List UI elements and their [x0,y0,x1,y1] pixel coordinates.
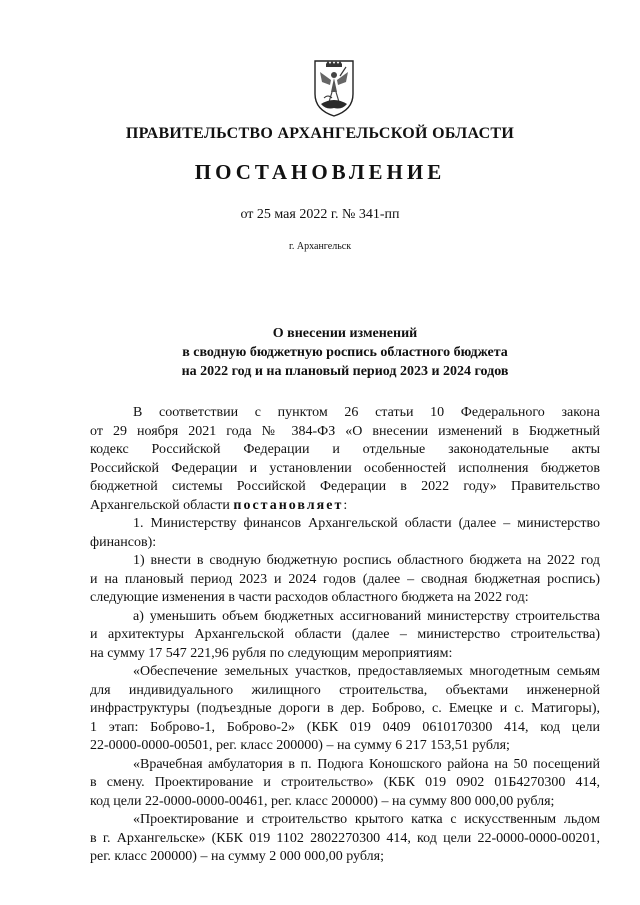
text-line [90,497,600,516]
text-fragment: : [343,497,348,513]
text-line: следующие изменения в части расходов областного бюджета на 2022 год: [90,590,529,605]
text-line: кодекс Российской Федерации и отдельные законодательные акты [90,442,600,457]
subject-line: в сводную бюджетную роспись областного бюджета [182,345,508,360]
paragraph-measure-2 [90,756,600,812]
subject-line: на 2022 год и на плановый период 2023 и 2024 годов [181,364,509,379]
document-body [90,404,600,867]
text-line: и на плановый период 2023 и 2024 годов (далее – сводная бюджетная роспись) [90,571,600,587]
text-line: бюджетной системы Российской Федерации в 2022 году» Правительство [90,479,600,494]
text-line: В соответствии с пунктом 26 статьи 10 Федерального закона [133,405,600,420]
paragraph-subitem-1 [90,552,600,608]
text-line: рег. класс 200000) – на сумму 2 000 000,00 рубля; [90,849,384,864]
text-line: «Проектирование и строительство крытого катка с искусственным льдом [133,812,600,827]
text-line: инфраструктуры (подъездные дороги в дер. Боброво, с. Емецке и с. Матигоры), [90,701,600,716]
text-line: на сумму 17 547 221,96 рубля по следующим мероприятиям: [90,645,453,661]
text-line: Российской Федерации и установлении особенностей исполнения бюджетов [90,460,600,476]
text-line: 1 этап: Боброво-1, Боброво-2» (КБК 019 0409 0610170300 414, код цели [90,719,600,735]
paragraph-measure-3 [90,811,600,867]
text-line: 1. Министерству финансов Архангельской области (далее – министерство [133,516,600,531]
text-line: и архитектуры Архангельской области (далее – министерство строительства) [90,627,600,642]
paragraph-subitem-a [90,608,600,664]
subject-line: О внесении изменений [272,326,418,341]
document-type-title: ПОСТАНОВЛЕНИЕ [194,160,446,184]
text-fragment: Архангельской области [90,497,234,513]
document-subject [90,324,600,381]
text-line: «Обеспечение земельных участков, предоставляемых многодетным семьям [133,664,600,679]
text-line: 1) внести в сводную бюджетную роспись областного бюджета на 2022 год [133,553,600,568]
text-line: в смену. Проектирование и строительство» (КБК 019 0902 01Б4270300 414, [90,775,600,790]
coat-of-arms-icon [312,58,356,118]
text-line: 22-0000-0000-00501, рег. класс 200000) – на сумму 6 217 153,51 рубля; [90,738,510,753]
text-line: код цели 22-0000-0000-00461, рег. класс 200000) – на сумму 800 000,00 рубля; [90,793,555,809]
text-line: в г. Архангельске» (КБК 019 1102 2802270300 414, код цели 22-0000-0000-00201, [90,830,600,846]
resolves-keyword: постановляет [233,497,344,513]
text-line: для индивидуального жилищного строительства, объектами инженерной [90,682,600,698]
paragraph-measure-1 [90,663,600,756]
paragraph-preamble [90,404,600,515]
document-date-number: от 25 мая 2022 г. № 341-пп [240,207,400,222]
document-city: г. Архангельск [288,241,352,252]
text-line: финансов): [90,534,157,550]
text-line: от 29 ноября 2021 года № 384-ФЗ «О внесении изменений в Бюджетный [90,423,600,439]
text-line: а) уменьшить объем бюджетных ассигнований министерству строительства [133,608,600,624]
text-line: «Врачебная амбулатория в п. Подюга Коношского района на 50 посещений [133,756,600,772]
government-name: ПРАВИТЕЛЬСТВО АРХАНГЕЛЬСКОЙ ОБЛАСТИ [125,125,515,142]
paragraph-item-1 [90,515,600,552]
